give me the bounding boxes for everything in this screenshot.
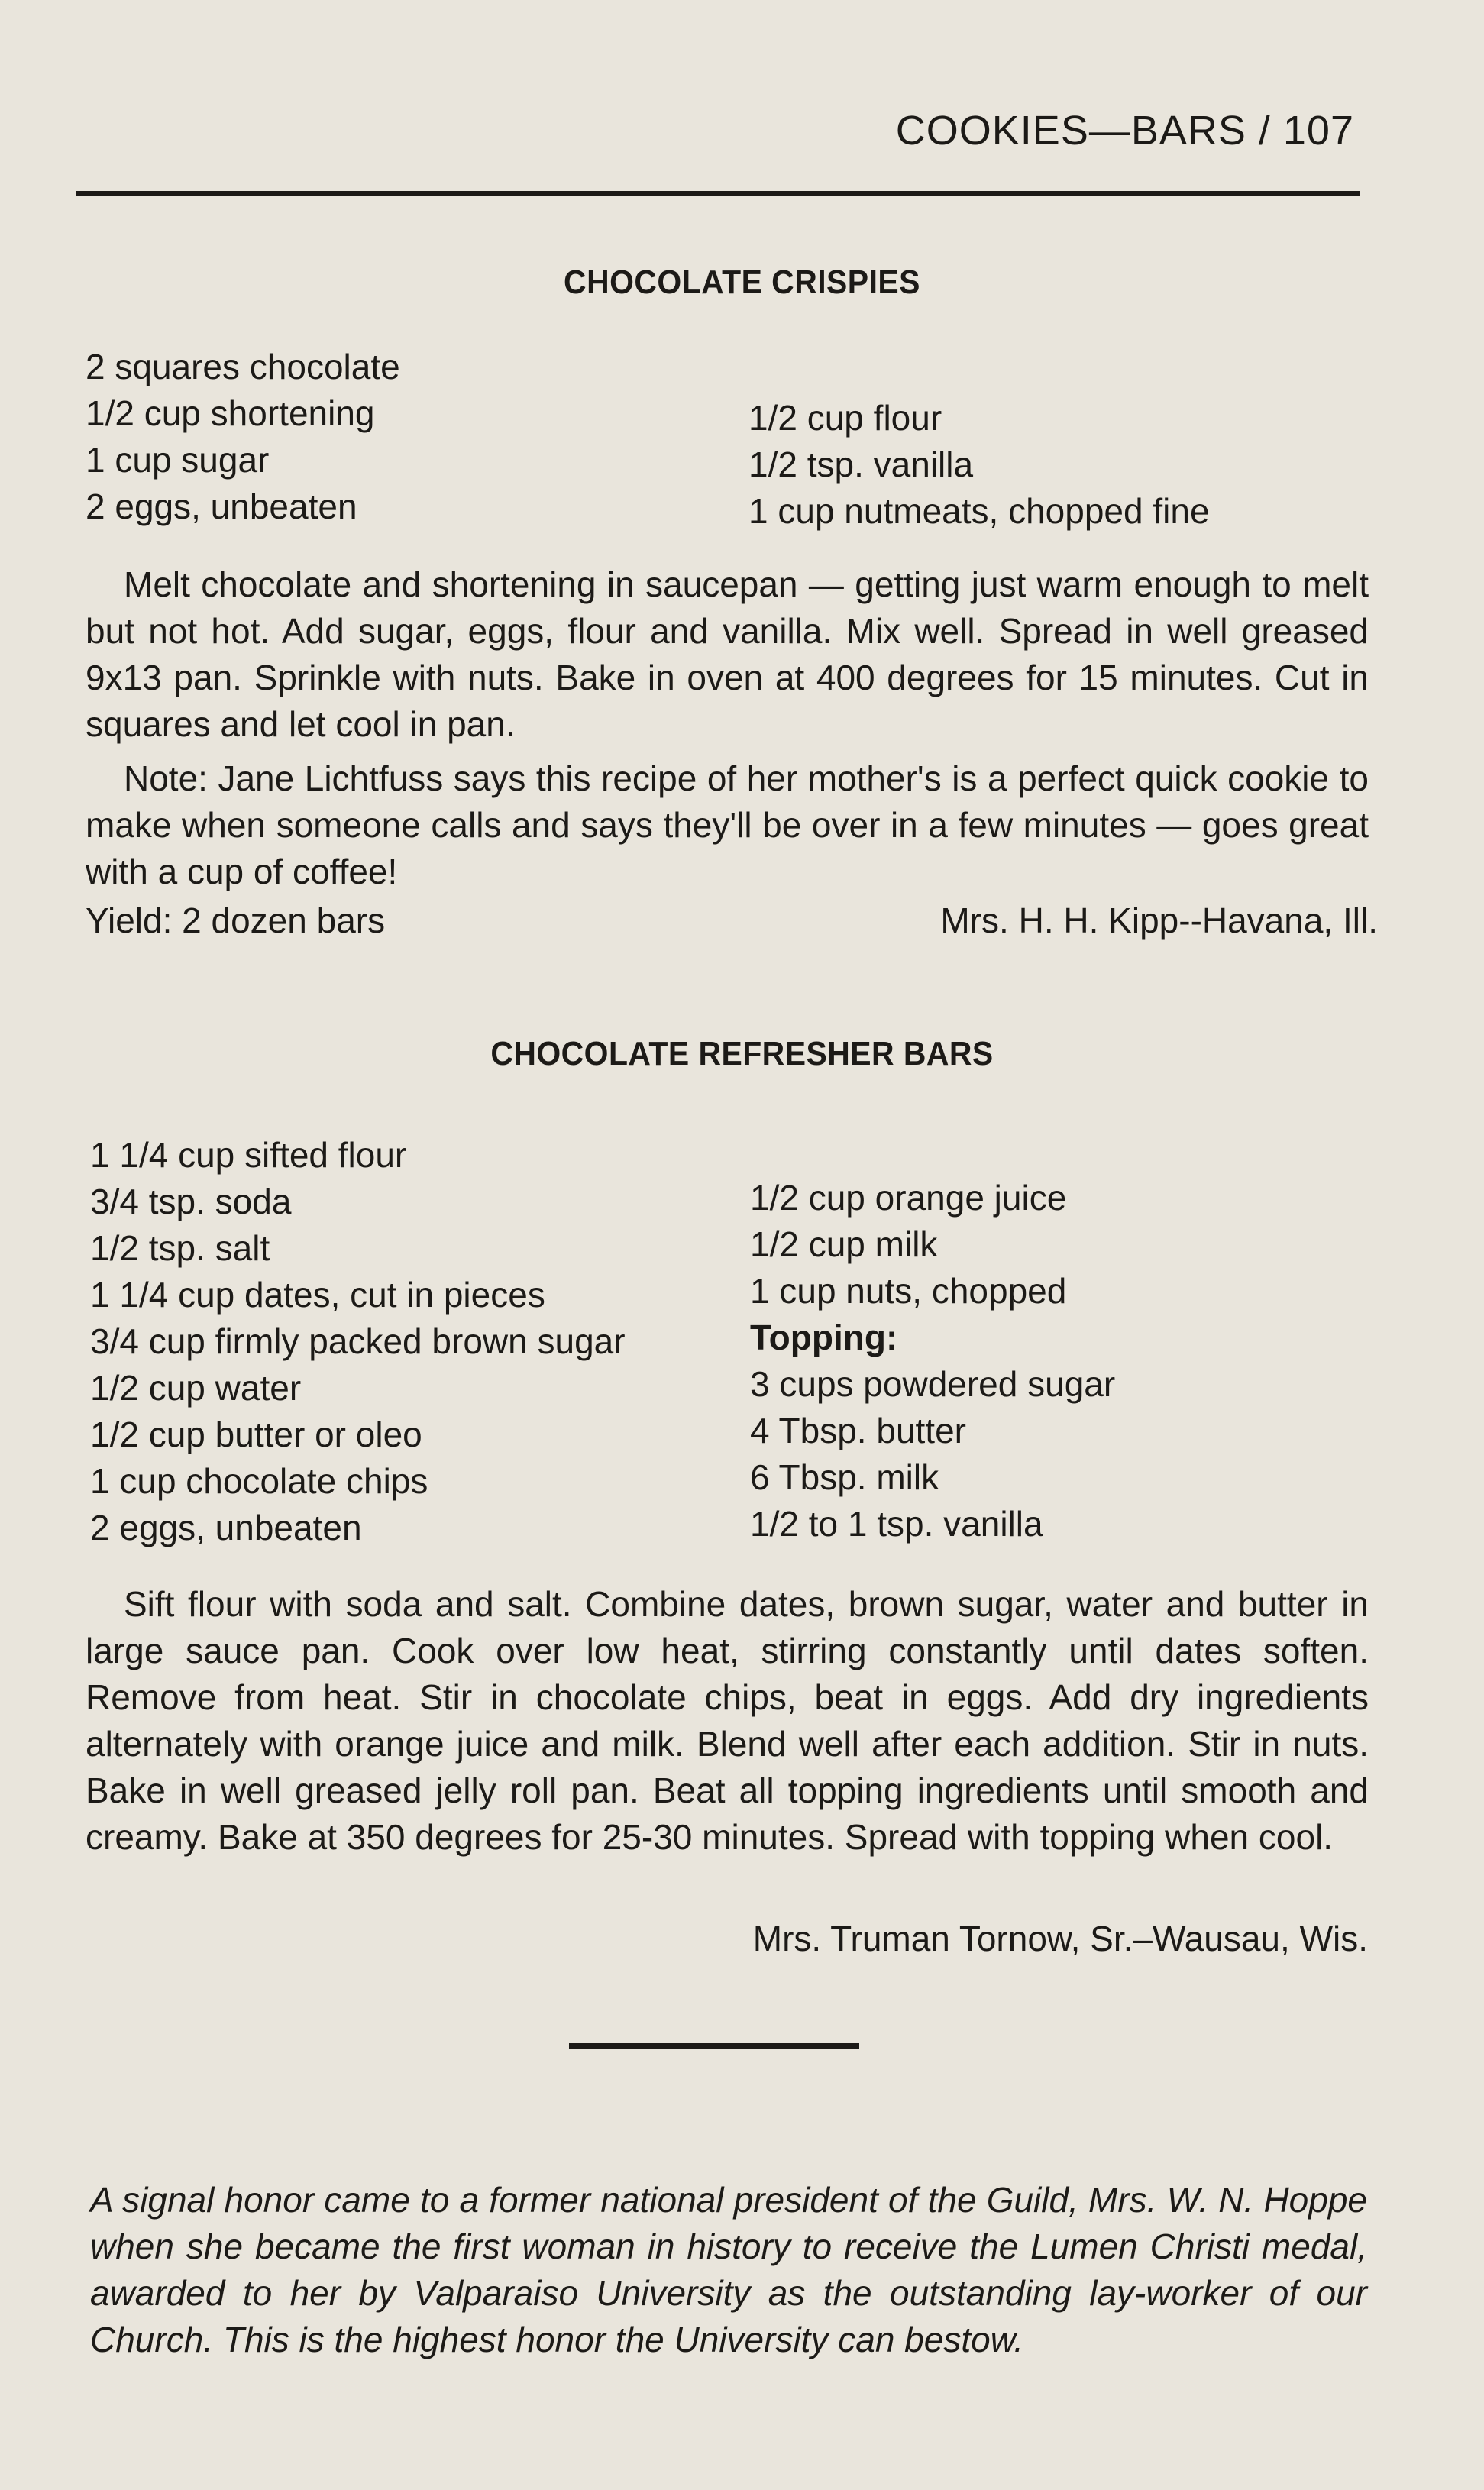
- topping-ingredient: 4 Tbsp. butter: [750, 1411, 966, 1450]
- attribution: Mrs. H. H. Kipp--Havana, Ill.: [940, 901, 1378, 940]
- ingredients-right-crispies: [748, 395, 1210, 535]
- ingredient: 1/2 cup milk: [750, 1224, 938, 1264]
- ingredient: 2 eggs, unbeaten: [86, 487, 357, 526]
- ingredients-right-refresher: [750, 1175, 1115, 1547]
- topping-heading: Topping:: [750, 1318, 898, 1357]
- recipe-title-chocolate-crispies: CHOCOLATE CRISPIES: [564, 264, 920, 301]
- ingredient: 1/2 cup orange juice: [750, 1178, 1067, 1218]
- directions-paragraph: Sift flour with soda and salt. Combine dates, brown sugar, water and butter in large sauce pan. Cook over low heat, stirring constantly until dates soften. Remove from heat. Stir in chocolate chips, beat in eggs. Add dry ingredients alternately with orange juice and milk. Blend well after each addition. Stir in nuts. Bake in well greased jelly roll pan. Beat all topping ingredients until smooth and creamy. Bake at 350 degrees for 25-30 minutes. Spread with topping when cool.: [86, 1584, 1369, 1857]
- ingredient: 1/2 cup water: [90, 1368, 302, 1408]
- topping-ingredient: 1/2 to 1 tsp. vanilla: [750, 1504, 1043, 1544]
- ingredient: 1 1/4 cup sifted flour: [90, 1135, 407, 1175]
- ingredient: 1 cup sugar: [86, 440, 270, 480]
- footnote: A signal honor came to a former national president of the Guild, Mrs. W. N. Hoppe when she became the first woman in history to receive the Lumen Christi medal, awarded to her by Valparaiso University as the outstanding lay-worker of our Church. This is the highest honor the University can bestow.: [90, 2180, 1367, 2359]
- header-rule: [76, 191, 1360, 196]
- ingredient: 2 eggs, unbeaten: [90, 1508, 362, 1547]
- recipe-title-chocolate-refresher-bars: CHOCOLATE REFRESHER BARS: [490, 1035, 994, 1072]
- ingredient: 1/2 tsp. salt: [90, 1228, 270, 1268]
- ingredient: 3/4 tsp. soda: [90, 1182, 292, 1221]
- running-head: COOKIES—BARS / 107: [895, 108, 1354, 154]
- ingredients-left-refresher: [90, 1132, 626, 1551]
- ingredient: 1 cup nutmeats, chopped fine: [748, 491, 1210, 531]
- ingredient: 1/2 cup shortening: [86, 393, 375, 433]
- ingredient: 1 cup nuts, chopped: [750, 1271, 1067, 1311]
- section-divider: [569, 2043, 859, 2049]
- directions-paragraph: Melt chocolate and shortening in saucepan — getting just warm enough to melt but not hot. Add sugar, eggs, flour and vanilla. Mix well. Spread in well greased 9x13 pan. Sprinkle with nuts. Bake in oven at 400 degrees for 15 minutes. Cut in squares and let cool in pan.: [86, 564, 1369, 744]
- ingredient: 1 1/4 cup dates, cut in pieces: [90, 1275, 545, 1315]
- ingredient: 1/2 cup flour: [748, 398, 942, 438]
- ingredients-left-crispies: [86, 344, 400, 530]
- ingredient: 1/2 tsp. vanilla: [748, 445, 974, 484]
- ingredient: 3/4 cup firmly packed brown sugar: [90, 1321, 626, 1361]
- ingredient: 1/2 cup butter or oleo: [90, 1415, 422, 1454]
- directions-crispies: [86, 561, 1369, 895]
- topping-ingredient: 6 Tbsp. milk: [750, 1457, 939, 1497]
- ingredient: 1 cup chocolate chips: [90, 1461, 428, 1501]
- topping-ingredient: 3 cups powdered sugar: [750, 1364, 1116, 1404]
- ingredient: 2 squares chocolate: [86, 347, 400, 386]
- attribution: Mrs. Truman Tornow, Sr.–Wausau, Wis.: [752, 1919, 1368, 1958]
- note-paragraph: Note: Jane Lichtfuss says this recipe of her mother's is a perfect quick cookie to make when someone calls and says they'll be over in a few minutes — goes great with a cup of coffee!: [86, 758, 1369, 891]
- yield-row: [86, 897, 1378, 944]
- directions-refresher: [86, 1581, 1369, 1861]
- yield: Yield: 2 dozen bars: [86, 901, 386, 940]
